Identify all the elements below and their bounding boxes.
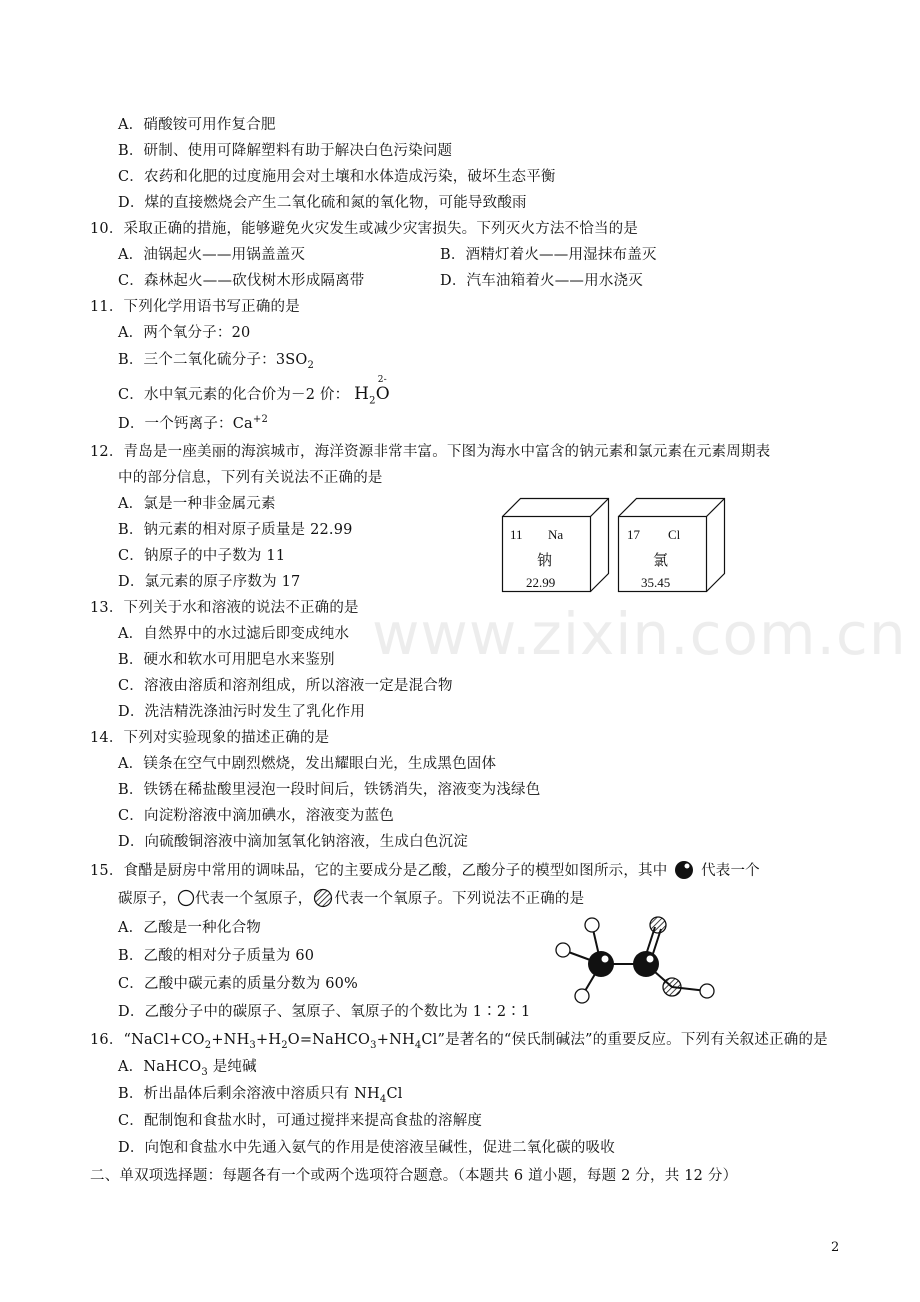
- q10-option-d: D．汽车油箱着火——用水浇灭: [440, 273, 643, 289]
- valence-formula: $H_2O$ 2-: [354, 384, 390, 404]
- q15-option-b: B．乙酸的相对分子质量为 60: [118, 948, 315, 964]
- q14-stem: 14．下列对实验现象的描述正确的是: [90, 730, 330, 746]
- cl-name: 氯: [653, 551, 669, 569]
- q16-option-a: A．NaHCO$_3$ 是纯碱: [118, 1059, 257, 1078]
- q11-option-a: A．两个氧分子：20: [118, 325, 251, 341]
- na-number: 11: [510, 527, 523, 542]
- q13-option-c: C．溶液由溶质和溶剂组成，所以溶液一定是混合物: [118, 678, 453, 694]
- carbon-atom: [633, 951, 659, 977]
- watermark: www.zixin.com.cn: [372, 600, 907, 668]
- q14-option-c: C．向淀粉溶液中滴加碘水，溶液变为蓝色: [118, 808, 394, 824]
- q13-option-d: D．洗洁精洗涤油污时发生了乳化作用: [118, 704, 366, 720]
- q15-stem-line2: 碳原子， 代表一个氢原子， 代表一个氧原子。下列说法不正确的是: [118, 888, 584, 909]
- carbon-atom-icon: [672, 860, 696, 880]
- sodium-card: [503, 499, 609, 592]
- q11-option-b: B．三个二氧化硫分子：$3SO_2$: [118, 352, 315, 371]
- q15-stem-line1: 15．食醋是厨房中常用的调味品，它的主要成分是乙酸，乙酸分子的模型如图所示，其中 代表一个: [90, 860, 760, 881]
- q12-stem-line1: 12．青岛是一座美丽的海滨城市，海洋资源非常丰富。下图为海水中富含的钠元素和氯元素在元素周期表: [90, 444, 771, 460]
- q9-option-a: A．硝酸铵可用作复合肥: [118, 117, 276, 133]
- hydrogen-atom: [700, 984, 714, 998]
- hydrogen-atom: [575, 989, 589, 1003]
- page-number: 2: [831, 1240, 840, 1255]
- q12-option-c: C．钠原子的中子数为 11: [118, 548, 286, 564]
- q16-option-b: B．析出晶体后剩余溶液中溶质只有 $NH_4Cl$: [118, 1086, 403, 1105]
- q13-option-b: B．硬水和软水可用肥皂水来鉴别: [118, 652, 335, 668]
- valence-charge: 2-: [377, 375, 387, 385]
- q11-option-d: D．一个钙离子：$Ca^{+2}$: [118, 414, 269, 432]
- q9-option-c: C．农药和化肥的过度施用会对土壤和水体造成污染，破坏生态平衡: [118, 169, 556, 185]
- q12-option-d: D．氯元素的原子序数为 17: [118, 574, 301, 590]
- q16-option-c: C．配制饱和食盐水时，可通过搅拌来提高食盐的溶解度: [118, 1113, 483, 1129]
- chlorine-card: [619, 499, 725, 592]
- cl-number: 17: [627, 527, 640, 542]
- q11-stem: 11．下列化学用语书写正确的是: [90, 299, 300, 315]
- oxygen-atom: [663, 978, 681, 996]
- q12-option-a: A．氯是一种非金属元素: [118, 496, 276, 512]
- na-symbol: Na: [548, 527, 564, 542]
- q14-option-d: D．向硫酸铜溶液中滴加氢氧化钠溶液，生成白色沉淀: [118, 834, 468, 850]
- q15-option-c: C．乙酸中碳元素的质量分数为 60%: [118, 976, 359, 992]
- q14-option-b: B．铁锈在稀盐酸里浸泡一段时间后，铁锈消失，溶液变为浅绿色: [118, 782, 541, 798]
- q11-option-c: C．水中氧元素的化合价为－2 价： $H_2O$ 2-: [118, 384, 390, 405]
- q14-option-a: A．镁条在空气中剧烈燃烧，发出耀眼白光，生成黑色固体: [118, 756, 497, 772]
- periodic-table-figure: [500, 494, 735, 596]
- q12-stem-line2: 中的部分信息，下列有关说法不正确的是: [118, 470, 383, 486]
- q10-option-c: C．森林起火——砍伐树木形成隔离带: [118, 273, 365, 289]
- q13-stem: 13．下列关于水和溶液的说法不正确的是: [90, 600, 359, 616]
- na-mass: 22.99: [526, 575, 556, 590]
- hydrogen-atom: [585, 918, 599, 932]
- q9-option-d: D．煤的直接燃烧会产生二氧化硫和氮的氧化物，可能导致酸雨: [118, 195, 527, 211]
- q12-option-b: B．钠元素的相对原子质量是 22.99: [118, 522, 353, 538]
- hydrogen-atom-icon: [177, 889, 195, 907]
- hydrogen-atom: [556, 943, 570, 957]
- na-name: 钠: [537, 551, 553, 569]
- cl-mass: 35.45: [641, 575, 671, 590]
- q10-stem: 10．采取正确的措施，能够避免火灾发生或减少灾害损失。下列灭火方法不恰当的是: [90, 221, 639, 237]
- q15-option-a: A．乙酸是一种化合物: [118, 920, 261, 936]
- q15-option-d: D．乙酸分子中的碳原子、氢原子、氧原子的个数比为 1∶2∶1: [118, 1004, 531, 1020]
- oxygen-atom: [650, 917, 666, 933]
- acetic-acid-model: [545, 910, 725, 1010]
- oxygen-atom-icon: [312, 888, 334, 908]
- q13-option-a: A．自然界中的水过滤后即变成纯水: [118, 626, 350, 642]
- q9-option-b: B．研制、使用可降解塑料有助于解决白色污染问题: [118, 143, 453, 159]
- cl-symbol: Cl: [668, 527, 681, 542]
- carbon-atom: [588, 951, 614, 977]
- q10-option-b: B．酒精灯着火——用湿抹布盖灭: [440, 247, 657, 263]
- q10-option-a: A．油锅起火——用锅盖盖灭: [118, 247, 306, 263]
- q16-option-d: D．向饱和食盐水中先通入氨气的作用是使溶液呈碱性，促进二氧化碳的吸收: [118, 1140, 615, 1156]
- section-two-header: 二、单双项选择题：每题各有一个或两个选项符合题意。（本题共 6 道小题，每题 2 分，共 12 分）: [90, 1168, 738, 1184]
- q16-stem: 16．“$NaCl+CO_2+NH_3+H_2O=NaHCO_3+NH_4Cl$”是著名的“侯氏制碱法”的重要反应。下列有关叙述正确的是: [90, 1032, 828, 1051]
